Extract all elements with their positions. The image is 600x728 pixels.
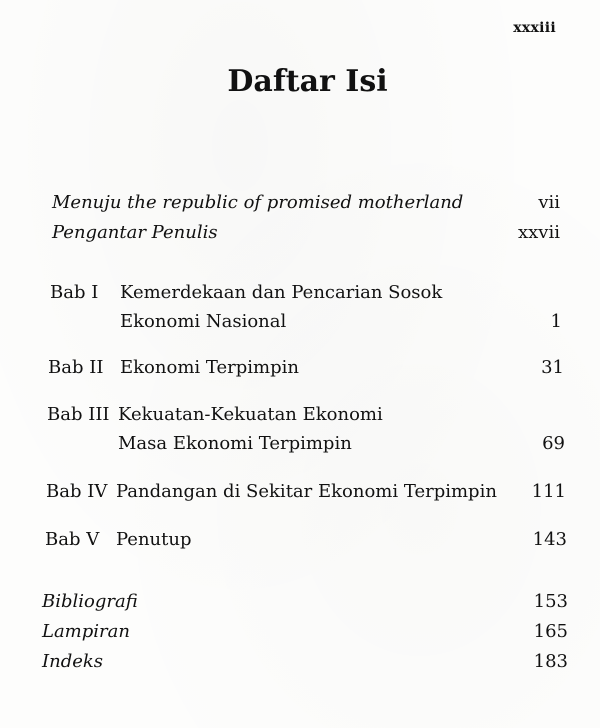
toc-entry-page: 183 xyxy=(533,651,568,672)
toc-entry-page: 165 xyxy=(533,621,568,642)
chapter-label: Bab III xyxy=(47,404,110,425)
chapter-page: 143 xyxy=(532,529,567,550)
page-title: Daftar Isi xyxy=(227,64,388,99)
chapter-title-line: Ekonomi Nasional xyxy=(120,311,287,332)
chapter-title-line: Kekuatan-Kekuatan Ekonomi xyxy=(118,404,383,425)
chapter-title-line: Masa Ekonomi Terpimpin xyxy=(118,433,352,454)
page-number: xxxiii xyxy=(513,20,556,36)
toc-entry-title: Lampiran xyxy=(42,621,130,642)
toc-entry-title: Indeks xyxy=(42,651,104,672)
chapter-label: Bab IV xyxy=(46,481,108,502)
chapter-title-line: Kemerdekaan dan Pencarian Sosok xyxy=(120,282,443,303)
toc-entry-title: Menuju the republic of promised motherland xyxy=(52,192,464,213)
chapter-title-line: Ekonomi Terpimpin xyxy=(120,357,299,378)
chapter-page: 31 xyxy=(541,357,564,378)
toc-entry-page: xxvii xyxy=(518,222,560,243)
chapter-label: Bab II xyxy=(48,357,104,378)
chapter-label: Bab V xyxy=(45,529,100,550)
chapter-page: 1 xyxy=(550,311,562,332)
toc-entry-title: Pengantar Penulis xyxy=(52,222,218,243)
toc-entry-page: vii xyxy=(538,192,560,213)
chapter-title-line: Pandangan di Sekitar Ekonomi Terpimpin xyxy=(116,481,497,502)
toc-entry-page: 153 xyxy=(533,591,568,612)
chapter-label: Bab I xyxy=(50,282,99,303)
toc-entry-title: Bibliografi xyxy=(42,591,138,612)
chapter-title-line: Penutup xyxy=(116,529,192,550)
chapter-page: 69 xyxy=(542,433,565,454)
chapter-page: 111 xyxy=(531,481,566,502)
